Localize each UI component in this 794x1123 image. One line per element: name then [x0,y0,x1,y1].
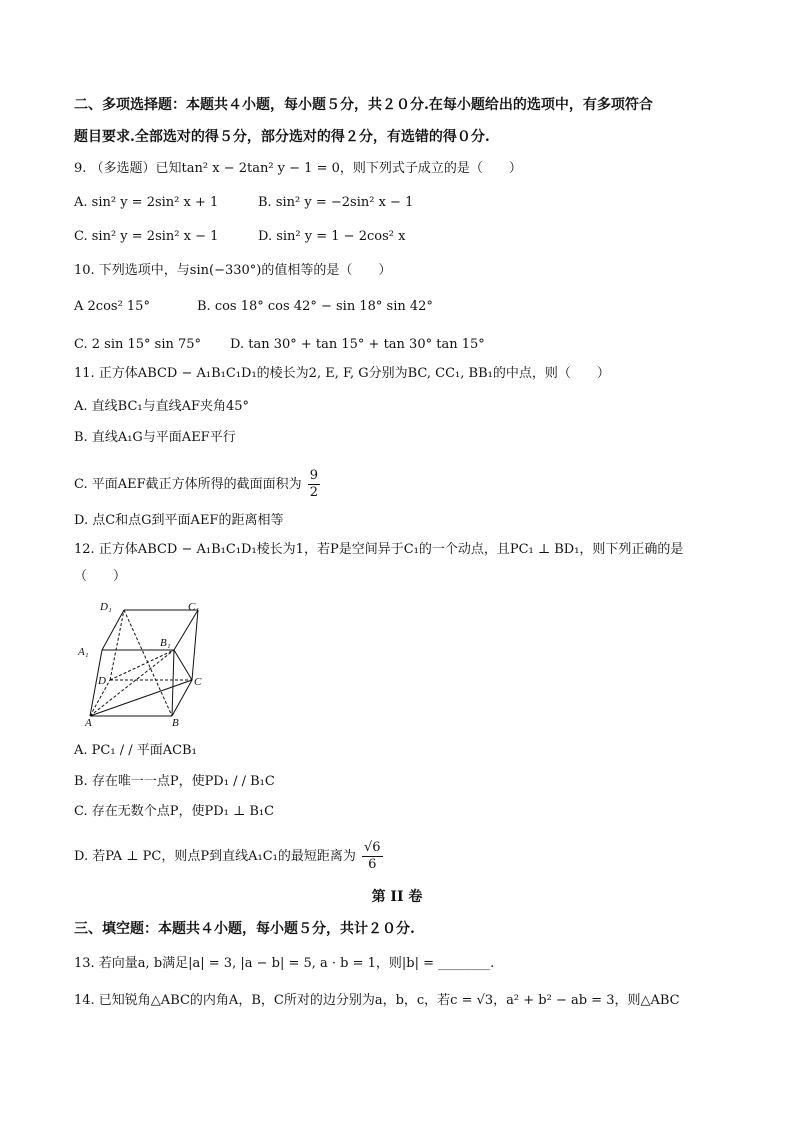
q9-option-a: A. sin² y = 2sin² x + 1 [74,195,219,210]
q14-text: 14. 已知锐角△ABC的内角A，B，C所对的边分别为a，b，c，若c = √3，a² + b² − ab = 3，则△ABC [74,993,680,1008]
section3-heading: 三、填空题：本题共４小题，每小题５分，共计２０分. [74,921,415,937]
q12-fraction-numerator: √6 [364,840,381,855]
q10-option-c: C. 2 sin 15° sin 75° [74,337,202,352]
q12-stem: 12. 正方体ABCD − A₁B₁C₁D₁棱长为1，若P是空间异于C₁的一个动点，且PC₁ ⊥ BD₁，则下列正确的是 [74,542,684,557]
q12-fraction-denominator: 6 [368,857,377,872]
edge-b-c [172,680,192,716]
edge-d-d1 [110,610,124,680]
q10-stem: 10. 下列选项中，与sin(−330°)的值相等的是（ ） [74,263,392,278]
q12-paren: （ ） [74,569,127,584]
edge-c-c1 [192,610,198,680]
label-c1: C₁ [188,601,200,613]
label-b1: B₁ [160,637,171,649]
q11-option-a: A. 直线BC₁与直线AF夹角45° [74,399,250,414]
q11-option-c [74,468,320,501]
cube-figure [74,598,214,730]
volume-ii-title: 第 II 卷 [371,889,423,905]
label-b: B [172,717,179,729]
diag-d1-b [124,610,172,716]
q12-option-d-text: D. 若PA ⊥ PC，则点P到直线A₁C₁的最短距离为 [74,849,356,864]
q9-option-c: C. sin² y = 2sin² x − 1 [74,229,219,244]
q13-text: 13. 若向量a, b满足|a| = 3, |a − b| = 5, a · b = 1，则|b| = ________. [74,956,495,971]
q10-option-a: A 2cos² 15° [74,299,150,314]
q9-option-d: D. sin² y = 1 − 2cos² x [258,229,406,244]
q11-fraction-numerator: 9 [309,468,319,483]
edge-b1-c1 [174,610,198,650]
label-d1: D₁ [100,601,112,613]
q12-option-c: C. 存在无数个点P，使PD₁ ⊥ B₁C [74,804,275,819]
section2-heading-line1: 二、多项选择题：本题共４小题，每小题５分，共２０分.在每小题给出的选项中，有多项符合 [74,97,653,113]
edge-b-b1 [172,650,174,716]
q10-option-b: B. cos 18° cos 42° − sin 18° sin 42° [197,299,433,314]
q10-option-d: D. tan 30° + tan 15° + tan 30° tan 15° [230,337,485,352]
q11-option-d: D. 点C和点G到平面AEF的距离相等 [74,513,284,528]
q12-option-a: A. PC₁ / / 平面ACB₁ [74,743,197,758]
section2-heading-line2: 题目要求.全部选对的得５分，部分选对的得２分，有选错的得０分. [74,129,490,145]
q9-option-b: B. sin² y = −2sin² x − 1 [258,195,414,210]
q12-fraction [362,840,383,873]
label-a: A [85,717,92,729]
edge-c-b1 [174,650,192,680]
q11-option-b: B. 直线A₁G与平面AEF平行 [74,430,236,445]
label-d: D [98,675,106,687]
q11-fraction [308,468,320,501]
q9-stem: 9. （多选题）已知tan² x − 2tan² y − 1 = 0，则下列式子成立的是（ ） [74,161,522,176]
q11-fraction-denominator: 2 [309,485,319,500]
q11-stem: 11. 正方体ABCD − A₁B₁C₁D₁的棱长为2, E, F, G分别为BC, CC₁, BB₁的中点，则（ ） [74,366,610,381]
label-a1: A₁ [78,646,89,658]
q12-option-b: B. 存在唯一一点P，使PD₁ / / B₁C [74,774,275,789]
q11-option-c-text: C. 平面AEF截正方体所得的截面面积为 [74,477,302,492]
q12-option-d [74,840,383,873]
label-c: C [194,676,202,688]
edge-d1-a1 [102,610,124,650]
